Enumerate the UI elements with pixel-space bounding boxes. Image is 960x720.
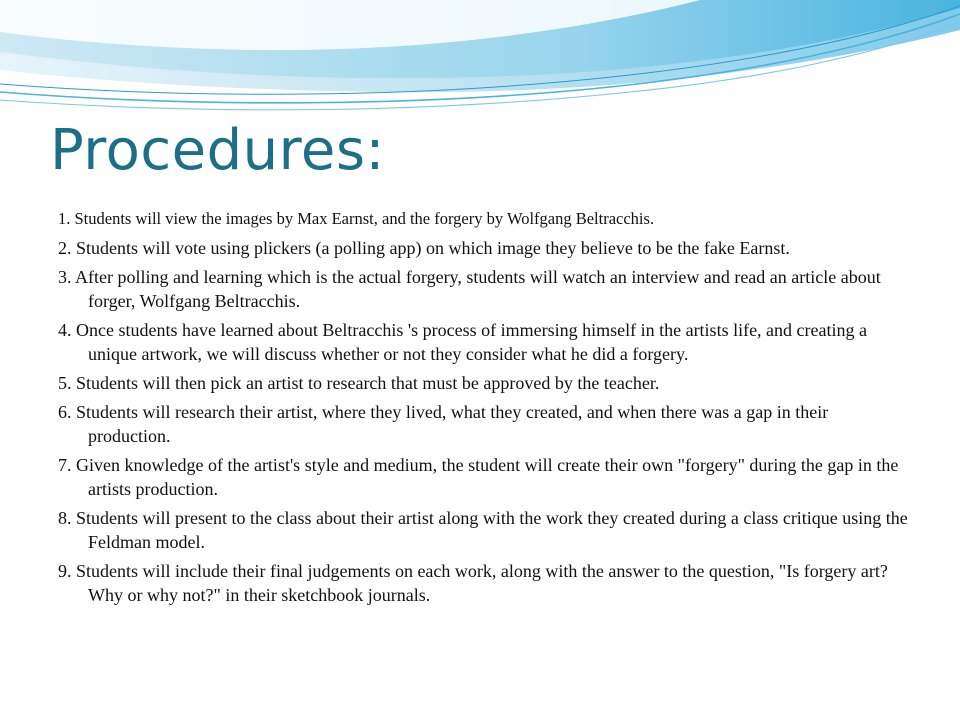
procedure-step xyxy=(58,559,908,607)
procedure-list xyxy=(58,207,908,612)
slide-title: Procedures: xyxy=(50,118,385,183)
wave-banner-decoration xyxy=(0,0,960,120)
step-text: Given knowledge of the artist's style and medium, the student will create their own "forgery" during the gap in the artists production. xyxy=(76,455,899,499)
step-number: 4. xyxy=(58,320,72,340)
step-text: Students will present to the class about their artist along with the work they created during a class critique using the Feldman model. xyxy=(76,508,908,552)
step-number: 9. xyxy=(58,561,72,581)
step-text: After polling and learning which is the actual forgery, students will watch an interview and read an article about forger, Wolfgang Beltracchis. xyxy=(75,267,881,311)
procedure-step xyxy=(58,318,908,366)
step-text: Students will view the images by Max Earnst, and the forgery by Wolfgang Beltracchis. xyxy=(74,209,655,228)
step-number: 6. xyxy=(58,402,72,422)
procedure-step xyxy=(58,400,908,448)
step-number: 7. xyxy=(58,455,72,475)
step-text: Students will then pick an artist to research that must be approved by the teacher. xyxy=(76,373,660,393)
procedure-step xyxy=(58,265,908,313)
procedure-step xyxy=(58,506,908,554)
step-text: Students will vote using plickers (a polling app) on which image they believe to be the fake Earnst. xyxy=(76,238,790,258)
step-number: 2. xyxy=(58,238,72,258)
step-number: 8. xyxy=(58,508,72,528)
procedure-step xyxy=(58,453,908,501)
step-text: Students will include their final judgements on each work, along with the answer to the question, "Is forgery art? Why or why not?" in their sketchbook journals. xyxy=(76,561,888,605)
procedure-step xyxy=(58,207,908,231)
step-text: Once students have learned about Beltracchis 's process of immersing himself in the artists life, and creating a unique artwork, we will discuss whether or not they consider what he did a forgery. xyxy=(76,320,867,364)
step-number: 1. xyxy=(58,209,71,228)
step-text: Students will research their artist, where they lived, what they created, and when there was a gap in their production. xyxy=(76,402,829,446)
procedure-step xyxy=(58,371,908,395)
step-number: 5. xyxy=(58,373,72,393)
step-number: 3. xyxy=(58,267,72,287)
procedure-step xyxy=(58,236,908,260)
